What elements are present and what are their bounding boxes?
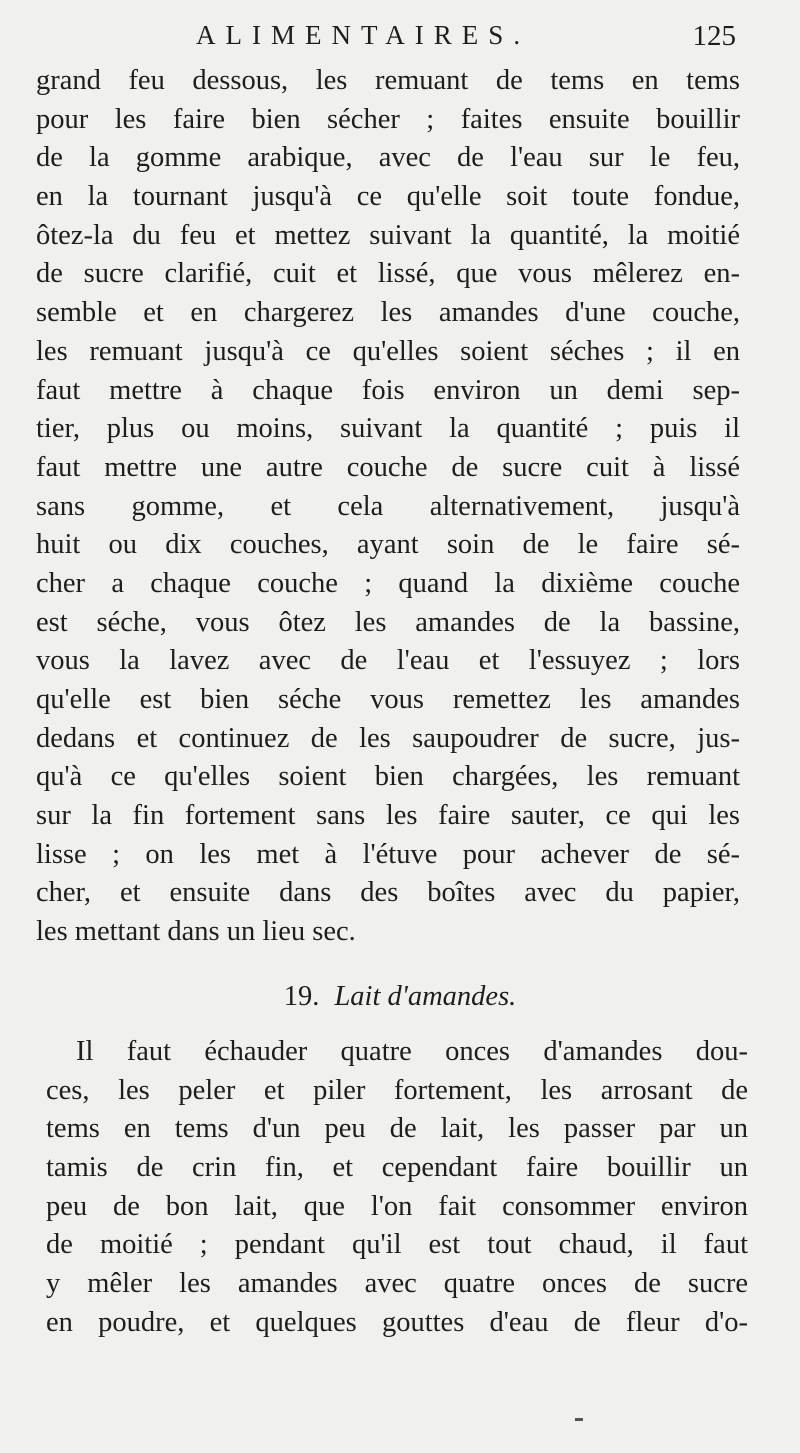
text-line: de la gomme arabique, avec de l'eau sur le feu,	[36, 142, 740, 174]
text-line: en la tournant jusqu'à ce qu'elle soit toute fondue,	[36, 181, 740, 213]
text-line: ces, les peler et piler fortement, les arrosant de	[46, 1074, 748, 1106]
text-line: sans gomme, et cela alternativement, jusqu'à	[36, 490, 740, 522]
section-number: 19.	[283, 981, 320, 1012]
text-line: Il faut échauder quatre onces d'amandes dou-	[76, 1036, 748, 1067]
text-line: cher, et ensuite dans des boîtes avec du papier,	[36, 877, 740, 909]
text-line: semble et en chargerez les amandes d'une couche,	[36, 297, 740, 329]
running-title: ALIMENTAIRES.	[196, 20, 531, 50]
text-line: qu'à ce qu'elles soient bien chargées, les remuant	[36, 761, 740, 793]
section-heading	[0, 977, 800, 1017]
text-line: tems en tems d'un peu de lait, les passer par un	[46, 1113, 748, 1145]
running-header	[0, 20, 800, 60]
text-line: tamis de crin fin, et cependant faire bouillir un	[46, 1152, 748, 1184]
text-line: lisse ; on les met à l'étuve pour achever de sé-	[36, 838, 740, 870]
text-line: vous la lavez avec de l'eau et l'essuyez ; lors	[36, 645, 740, 677]
text-line: huit ou dix couches, ayant soin de le faire sé-	[36, 529, 740, 561]
text-line: faut mettre une autre couche de sucre cuit à lissé	[36, 451, 740, 483]
text-line: de moitié ; pendant qu'il est tout chaud, il faut	[46, 1229, 748, 1261]
text-line: est séche, vous ôtez les amandes de la bassine,	[36, 606, 740, 638]
section-title: Lait d'amandes.	[334, 981, 517, 1012]
page-number: 125	[692, 20, 736, 52]
text-line: de sucre clarifié, cuit et lissé, que vous mêlerez en-	[36, 258, 740, 290]
text-line: pour les faire bien sécher ; faites ensuite bouillir	[36, 103, 740, 135]
paragraph-recipe	[46, 1033, 748, 1343]
text-line: y mêler les amandes avec quatre onces de sucre	[46, 1268, 748, 1300]
text-line: les remuant jusqu'à ce qu'elles soient séches ; il en	[36, 335, 740, 367]
text-line: peu de bon lait, que l'on fait consommer environ	[46, 1190, 748, 1222]
printer-mark	[575, 1418, 583, 1421]
text-line: sur la fin fortement sans les faire sauter, ce qui les	[36, 800, 740, 832]
text-line: ôtez-la du feu et mettez suivant la quantité, la moitié	[36, 219, 740, 251]
paragraph-continuation	[36, 62, 740, 952]
text-line: dedans et continuez de les saupoudrer de sucre, jus-	[36, 722, 740, 754]
text-line: faut mettre à chaque fois environ un demi sep-	[36, 374, 740, 406]
text-line: cher a chaque couche ; quand la dixième couche	[36, 567, 740, 599]
text-line: les mettant dans un lieu sec.	[36, 916, 356, 948]
text-line: tier, plus ou moins, suivant la quantité ; puis il	[36, 413, 740, 445]
text-line: en poudre, et quelques gouttes d'eau de fleur d'o-	[46, 1306, 748, 1338]
text-line: qu'elle est bien séche vous remettez les amandes	[36, 684, 740, 715]
text-line: grand feu dessous, les remuant de tems en tems	[36, 65, 740, 96]
